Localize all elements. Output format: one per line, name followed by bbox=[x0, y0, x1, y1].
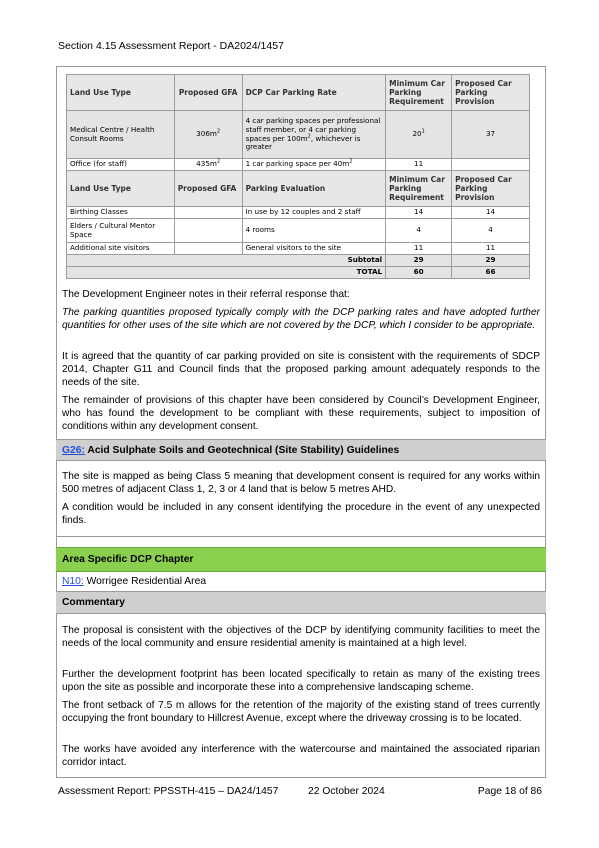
total-row bbox=[67, 267, 530, 279]
table-cell: Office (for staff) bbox=[67, 159, 175, 171]
table-header-cell: Minimum Car Parking Requirement bbox=[386, 75, 452, 111]
g26-link[interactable]: G26: bbox=[62, 445, 85, 456]
table-cell: General visitors to the site bbox=[242, 243, 386, 255]
table-cell: 11 bbox=[386, 243, 452, 255]
table-cell: 4 bbox=[386, 219, 452, 243]
subtotal-row bbox=[67, 255, 530, 267]
table-header-cell: Land Use Type bbox=[67, 171, 175, 207]
paragraph: A condition would be included in any consent identifying the procedure in the event of any unexpected finds. bbox=[62, 502, 540, 526]
table-cell: $306m^2$ bbox=[174, 111, 242, 159]
table-row bbox=[67, 219, 530, 243]
table-cell: 11 bbox=[452, 243, 530, 255]
table-header-row bbox=[67, 75, 530, 111]
table-cell bbox=[174, 207, 242, 219]
paragraph: The remainder of provisions of this chapter have been considered by Council’s Development Engineer, who has found the development to be compliant with these requirements, subject to imposition of conditions within any development consent. bbox=[62, 395, 540, 432]
table-cell: 1 car parking space per $40m^2$ bbox=[242, 159, 386, 171]
paragraph: The proposal is consistent with the objectives of the DCP by identifying community facilities to meet the needs of the local community and ensure residential amenity is maintained at a high level. bbox=[62, 625, 540, 649]
n10-link[interactable]: N10: bbox=[62, 576, 84, 587]
table-row bbox=[67, 159, 530, 171]
table-cell: Elders / Cultural Mentor Space bbox=[67, 219, 175, 243]
table-cell: 11 bbox=[386, 159, 452, 171]
total-label: TOTAL bbox=[67, 267, 386, 279]
paragraph: It is agreed that the quantity of car parking provided on site is consistent with the requirements of SDCP 2014, Chapter G11 and Council finds that the proposed parking amount adequately responds to the needs of the site. bbox=[62, 351, 540, 388]
table-row bbox=[67, 111, 530, 159]
paragraph: The works have avoided any interference with the watercourse and maintained the associated riparian corridor intact. bbox=[62, 744, 540, 768]
table-cell: 37 bbox=[452, 111, 530, 159]
paragraph: The front setback of 7.5 m allows for the retention of the majority of the existing stand of trees currently occupying the front boundary to Hillcrest Avenue, except where the driveway crossing is to be located. bbox=[62, 700, 540, 724]
section-gap bbox=[56, 536, 546, 537]
subtotal-label: Subtotal bbox=[67, 255, 386, 267]
table-header-cell: Proposed Car Parking Provision bbox=[452, 171, 530, 207]
n10-row: N10: Worrigee Residential Area bbox=[56, 572, 546, 592]
table-cell bbox=[174, 219, 242, 243]
table-header-cell: Parking Evaluation bbox=[242, 171, 386, 207]
table-header-cell: Proposed Car Parking Provision bbox=[452, 75, 530, 111]
table-row bbox=[67, 207, 530, 219]
footer-date: 22 October 2024 bbox=[308, 786, 385, 797]
area-specific-heading: Area Specific DCP Chapter bbox=[56, 547, 546, 572]
table-cell: 4 rooms bbox=[242, 219, 386, 243]
table-cell: In use by 12 couples and 2 staff bbox=[242, 207, 386, 219]
table-header-cell: Land Use Type bbox=[67, 75, 175, 111]
table-header-cell: Proposed GFA bbox=[174, 75, 242, 111]
paragraph: The site is mapped as being Class 5 meaning that development consent is required for any works within 500 metres of adjacent Class 1, 2, 3 or 4 land that is below 5 metres AHD. bbox=[62, 471, 540, 495]
parking-table bbox=[66, 74, 530, 279]
table-cell: 29 bbox=[452, 255, 530, 267]
table-cell bbox=[174, 243, 242, 255]
g26-heading: G26: Acid Sulphate Soils and Geotechnical (Site Stability) Guidelines bbox=[56, 439, 546, 461]
table-cell: 4 car parking spaces per professional staff member, or 4 car parking spaces per $100m^2$, whichever is greater bbox=[242, 111, 386, 159]
table-header-row bbox=[67, 171, 530, 207]
table-cell: Additional site visitors bbox=[67, 243, 175, 255]
table-cell: $20^1$ bbox=[386, 111, 452, 159]
table-cell: 14 bbox=[452, 207, 530, 219]
page-header: Section 4.15 Assessment Report - DA2024/1457 bbox=[58, 40, 284, 52]
table-cell: Birthing Classes bbox=[67, 207, 175, 219]
footer-report-id: Assessment Report: PPSSTH-415 – DA24/1457 bbox=[58, 786, 279, 797]
quote-paragraph: The parking quantities proposed typically comply with the DCP parking rates and have adopted further quantities for other uses of the site which are not covered by the DCP, which I consider to be appropriate. bbox=[62, 307, 540, 331]
table-cell: 14 bbox=[386, 207, 452, 219]
commentary-heading: Commentary bbox=[56, 592, 546, 614]
table-cell: 4 bbox=[452, 219, 530, 243]
paragraph: The Development Engineer notes in their referral response that: bbox=[62, 289, 350, 300]
table-header-cell: Proposed GFA bbox=[174, 171, 242, 207]
table-cell: 29 bbox=[386, 255, 452, 267]
table-row bbox=[67, 243, 530, 255]
table-cell: 60 bbox=[386, 267, 452, 279]
table-header-cell: DCP Car Parking Rate bbox=[242, 75, 386, 111]
paragraph: Further the development footprint has been located specifically to retain as many of the existing trees upon the site as possible and incorporate these into a comprehensive landscaping scheme. bbox=[62, 669, 540, 693]
table-cell: Medical Centre / Health Consult Rooms bbox=[67, 111, 175, 159]
table-cell: $435m^2$ bbox=[174, 159, 242, 171]
table-header-cell: Minimum Car Parking Requirement bbox=[386, 171, 452, 207]
table-cell: 66 bbox=[452, 267, 530, 279]
table-cell bbox=[452, 159, 530, 171]
footer-page-number: Page 18 of 86 bbox=[477, 786, 542, 797]
